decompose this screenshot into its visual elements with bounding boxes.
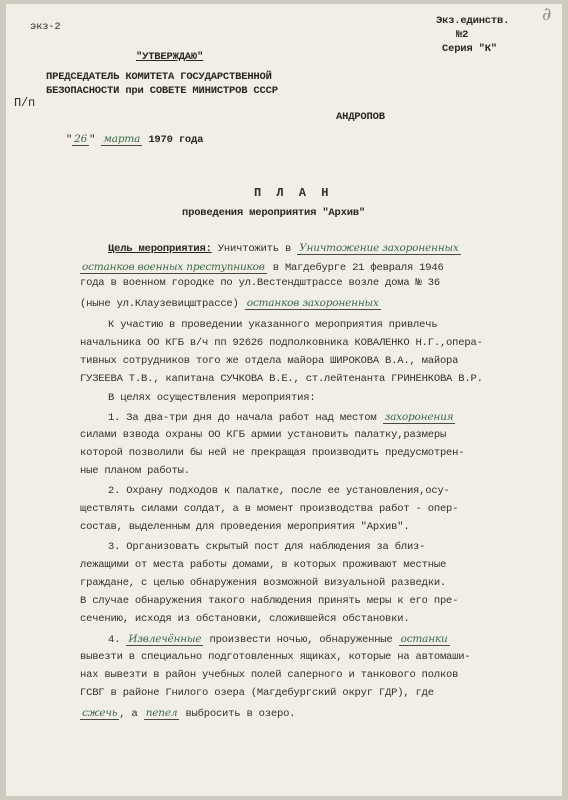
body-line: года в военном городке по ул.Вестендштрассе возле дома № 36: [80, 277, 440, 289]
margin-mark: П/п: [14, 96, 36, 110]
body-line: В случае обнаружения такого наблюдения принять меры к его пре-: [80, 595, 459, 607]
signature-mark-icon: ∂: [542, 4, 552, 25]
body-line: ществлять силами солдат, а в момент производства работ - опер-: [80, 503, 459, 515]
body-line: сжечь , а пепел выбросить в озеро.: [82, 707, 296, 720]
body-line: силами взвода охраны ОО КГБ армии установить палатку,размеры: [80, 429, 447, 441]
body-line: 2. Охрану подходов к палатке, после ее установления,осу-: [108, 485, 450, 497]
body-line: ГСВГ в районе Гнилого озера (Магдебургский округ ГДР), где: [80, 687, 434, 699]
body-line: В целях осуществления мероприятия:: [108, 392, 316, 404]
body-line: 4. Извлечённые произвести ночью, обнаруженные останки: [108, 633, 448, 646]
body-line: лежащими от места работы домами, в которых проживают местные: [80, 559, 447, 571]
date-year: 1970 года: [148, 134, 204, 146]
doc-title: П Л А Н: [254, 186, 333, 200]
doc-subtitle: проведения мероприятия "Архив": [182, 207, 366, 219]
approval-stamp: "УТВЕРЖДАЮ": [136, 51, 204, 63]
body-line: граждане, с целью обнаружения возможной визуальной разведки.: [80, 577, 447, 589]
copy-ref-line-3: Серия "К": [442, 43, 497, 55]
body-line: 1. За два-три дня до начала работ над местом захоронения: [108, 411, 454, 424]
approval-date: " 26 " марта 1970 года: [66, 133, 204, 146]
body-line: вывезти в специально подготовленных ящиках, которые на автомаши-: [80, 651, 471, 663]
body-line: останков военных преступников в Магдебурге 21 февраля 1946: [82, 261, 444, 274]
body-line: ные планом работы.: [80, 465, 190, 477]
body-line: 3. Организовать скрытый пост для наблюдения за близ-: [108, 541, 426, 553]
copy-ref-line-1: Экз.единств.: [436, 15, 510, 27]
body-line: нах вывезти в район учебных полей саперного и танкового полков: [80, 669, 459, 681]
copy-ref-line-2: №2: [456, 29, 469, 41]
document-page: [6, 4, 562, 796]
body-line: тивных сотрудников того же отдела майора ШИРОКОВА В.А., майора: [80, 355, 459, 367]
body-line: Цель мероприятия: Уничтожить в Уничтожение захороненных: [108, 242, 459, 255]
body-line: которой позволили бы ней не прекращая производить предусмотрен-: [80, 447, 465, 459]
copy-ref-left: экз-2: [30, 21, 61, 33]
date-month: марта: [103, 133, 141, 145]
body-line: (ныне ул.Клаузевицштрассе) останков захороненных: [80, 297, 379, 310]
body-line: начальника ОО КГБ в/ч пп 92626 подполковника КОВАЛЕНКО Н.Г.,опера-: [80, 337, 483, 349]
body-line: К участию в проведении указанного мероприятия привлечь: [108, 319, 438, 331]
org-line-2: БЕЗОПАСНОСТИ при СОВЕТЕ МИНИСТРОВ СССР: [46, 85, 278, 97]
body-line: ГУЗЕЕВА Т.В., капитана СУЧКОВА В.Е., ст.лейтенанта ГРИНЕНКОВА В.Р.: [80, 373, 483, 385]
approver-name: АНДРОПОВ: [336, 111, 385, 123]
body-line: состав, выделенным для проведения мероприятия "Архив".: [80, 521, 410, 533]
org-line-1: ПРЕДСЕДАТЕЛЬ КОМИТЕТА ГОСУДАРСТВЕННОЙ: [46, 71, 272, 83]
body-line: сечению, исходя из обстановки, сложившейся обстановки.: [80, 613, 410, 625]
date-day: 26: [74, 133, 88, 145]
